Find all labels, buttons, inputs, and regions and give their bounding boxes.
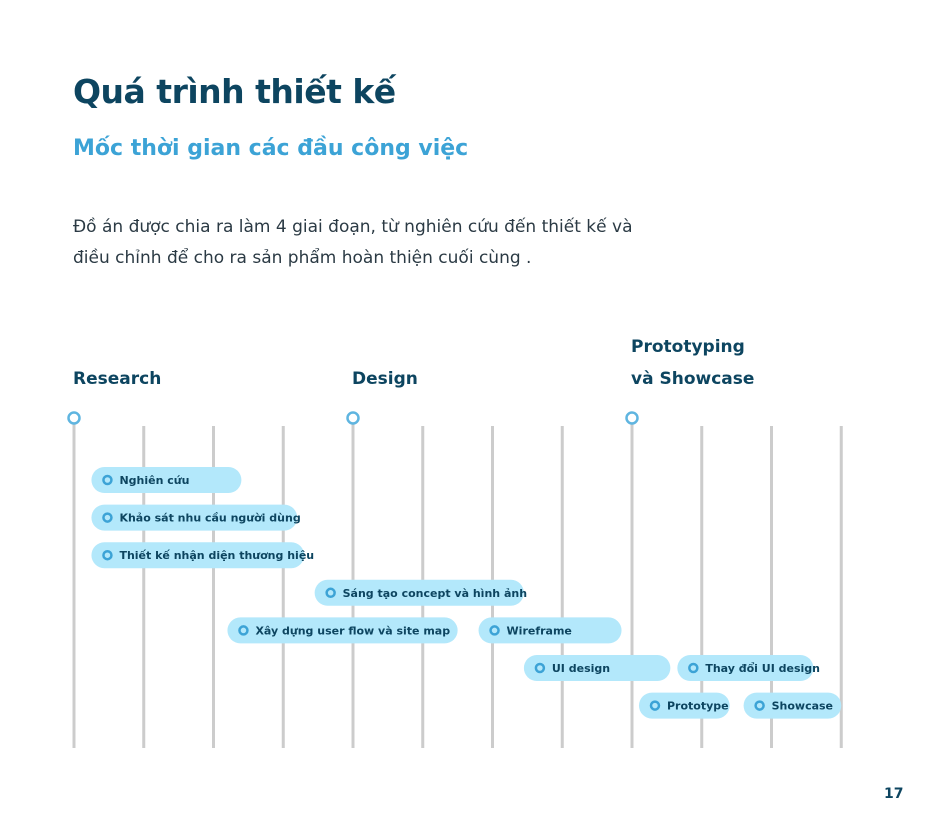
phase-marker xyxy=(69,413,80,424)
task-label: Xây dựng user flow và site map xyxy=(255,624,451,638)
page-subtitle: Mốc thời gian các đầu công việc xyxy=(73,136,469,161)
task-label: Khảo sát nhu cầu người dùng xyxy=(119,511,301,525)
phase-marker xyxy=(348,413,359,424)
task-label: Thay đổi UI design xyxy=(705,662,821,675)
task-dot-icon xyxy=(689,664,697,672)
phase-label: Prototyping xyxy=(631,337,745,357)
task-dot-icon xyxy=(327,589,335,597)
page-number: 17 xyxy=(884,786,904,802)
page-title: Quá trình thiết kế xyxy=(73,72,396,111)
task-dot-icon xyxy=(491,626,499,634)
task-label: Nghiên cứu xyxy=(119,474,190,487)
task-label: UI design xyxy=(551,662,611,675)
task-dot-icon xyxy=(239,626,247,634)
task-dot-icon xyxy=(103,476,111,484)
description-text: Đồ án được chia ra làm 4 giai đoạn, từ nghiên cứu đến thiết kế và điều chỉnh để cho ra sản phẩm hoàn thiện cuối cùng . xyxy=(73,217,633,268)
task-label: Sáng tạo concept và hình ảnh xyxy=(342,586,528,600)
task-label: Wireframe xyxy=(506,624,572,638)
task-dot-icon xyxy=(756,702,764,710)
task-label: Thiết kế nhận diện thương hiệu xyxy=(119,549,315,563)
task-label: Prototype xyxy=(666,699,729,713)
phase-label: Research xyxy=(73,369,162,389)
task-dot-icon xyxy=(651,702,659,710)
task-label: Showcase xyxy=(771,699,834,713)
task-dot-icon xyxy=(103,514,111,522)
phase-label: Design xyxy=(352,369,418,389)
task-dot-icon xyxy=(536,664,544,672)
task-dot-icon xyxy=(103,551,111,559)
phase-marker xyxy=(627,413,638,424)
phase-label: và Showcase xyxy=(631,369,755,389)
